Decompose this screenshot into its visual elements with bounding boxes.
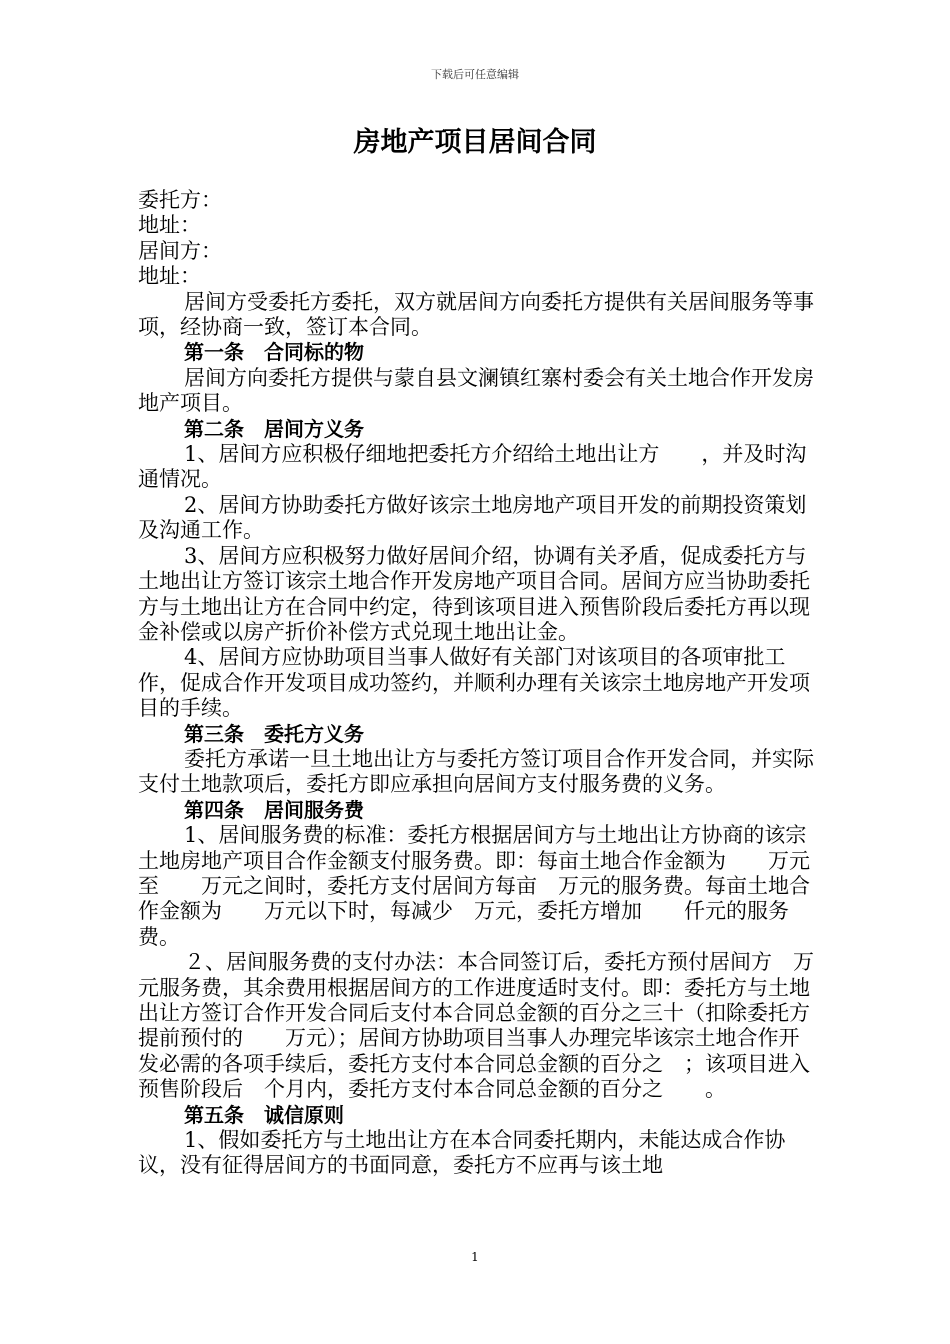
intermediary-address-field: 地址： <box>138 264 201 289</box>
article2-item: 1、居间方应积极仔细地把委托方介绍给土地出让方 ，并及时沟通情况。 <box>138 442 807 492</box>
intro-paragraph: 居间方受委托方委托，双方就居间方向委托方提供有关居间服务等事项，经协商一致，签订本合同。 <box>138 289 814 340</box>
header-note: 下载后可任意编辑 <box>431 68 519 81</box>
article5-heading: 第五条 诚信原则 <box>184 1102 344 1127</box>
article5-item: 1、假如委托方与土地出让方在本合同委托期内，未能达成合作协议，没有征得居间方的书面同意，委托方不应再与该土地 <box>138 1128 786 1178</box>
article4-item: ２、居间服务费的支付办法：本合同签订后，委托方预付居间方 万元服务费，其余费用根据居间方的工作进度适时支付。即：委托方与土地出让方签订合作开发合同后支付本合同总金额的百分之三十（扣除委托方提前预付的 万元）；居间方协助项目当事人办理完毕该宗土地合作开发必需的各项手续后，委托方支付本合同总金额的百分之 ；该项目进入预售阶段后 个月内，委托方支付本合同总金额的百分之 。 <box>138 950 814 1102</box>
article4-heading: 第四条 居间服务费 <box>184 797 364 822</box>
article4-item: 1、居间服务费的标准：委托方根据居间方与土地出让方协商的该宗土地房地产项目合作金额支付服务费。即：每亩土地合作金额为 万元至 万元之间时，委托方支付居间方每亩 万元的服务费。每亩土地合作金额为 万元以下时，每减少 万元，委托方增加 仟元的服务费。 <box>138 823 810 949</box>
article2-item: 2、居间方协助委托方做好该宗土地房地产项目开发的前期投资策划及沟通工作。 <box>138 492 807 543</box>
contract-body <box>138 188 818 1179</box>
page-number: 1 <box>471 1250 479 1264</box>
article1-heading: 第一条 合同标的物 <box>184 340 364 365</box>
article1-text: 居间方向委托方提供与蒙自县文澜镇红寨村委会有关土地合作开发房地产项目。 <box>138 365 814 416</box>
article2-item: 3、居间方应积极努力做好居间介绍，协调有关矛盾，促成委托方与土地出让方签订该宗土地合作开发房地产项目合同。居间方应当协助委托方与土地出让方在合同中约定，待到该项目进入预售阶段后委托方再以现金补偿或以房产折价补偿方式兑现土地出让金。 <box>138 543 810 644</box>
article3-text: 委托方承诺一旦土地出让方与委托方签订项目合作开发合同，并实际支付土地款项后，委托方即应承担向居间方支付服务费的义务。 <box>138 746 814 797</box>
article2-item: 4、居间方应协助项目当事人做好有关部门对该项目的各项审批工作，促成合作开发项目成功签约，并顺利办理有关该宗土地房地产开发项目的手续。 <box>138 645 810 721</box>
client-address-field: 地址： <box>138 213 201 238</box>
document-title: 房地产项目居间合同 <box>353 127 597 158</box>
intermediary-field: 居间方： <box>138 238 222 263</box>
client-field: 委托方： <box>138 188 222 212</box>
article3-heading: 第三条 委托方义务 <box>184 721 364 746</box>
article2-heading: 第二条 居间方义务 <box>184 416 364 441</box>
